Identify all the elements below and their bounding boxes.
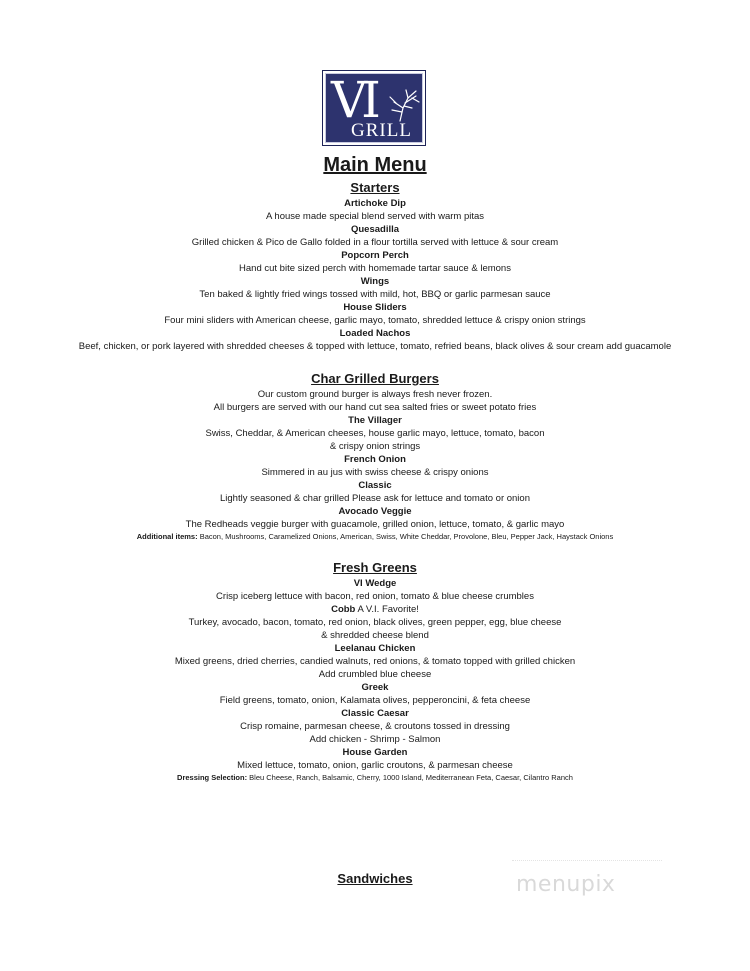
menu-item-name: VI Wedge xyxy=(353,578,397,589)
logo-panel xyxy=(325,73,423,143)
menu-item-description: Field greens, tomato, onion, Kalamata olives, pepperoncini, & feta cheese xyxy=(219,695,531,706)
sandwiches-heading: Sandwiches xyxy=(337,871,413,886)
page-title: Main Menu xyxy=(323,154,427,176)
greens-heading: Fresh Greens xyxy=(333,560,417,575)
dressing-selection-text: Bleu Cheese, Ranch, Balsamic, Cherry, 1000 Island, Mediterranean Feta, Caesar, Cilantro Ranch xyxy=(247,773,573,782)
menu-item-description: Crisp romaine, parmesan cheese, & croutons tossed in dressing xyxy=(240,721,510,732)
menu-item-name: Wings xyxy=(360,276,390,287)
menu-item-name: French Onion xyxy=(344,454,406,465)
menu-item-name: Classic Caesar xyxy=(341,708,409,719)
menu-item-description: The Redheads veggie burger with guacamole, grilled onion, lettuce, tomato, & garlic mayo xyxy=(185,519,565,530)
menu-item-description: & shredded cheese blend xyxy=(321,630,429,641)
menu-item-description: A house made special blend served with warm pitas xyxy=(265,211,485,222)
burgers-intro: All burgers are served with our hand cut sea salted fries or sweet potato fries xyxy=(213,402,537,413)
starters-heading: Starters xyxy=(350,180,400,195)
restaurant-logo xyxy=(322,70,426,146)
menu-item-name: Greek xyxy=(361,682,389,693)
menu-item-description: Four mini sliders with American cheese, garlic mayo, tomato, shredded lettuce & crispy onion strings xyxy=(164,315,586,326)
dressing-selection xyxy=(0,771,750,784)
menu-item-description: Simmered in au jus with swiss cheese & crispy onions xyxy=(261,467,489,478)
menu-item-description: Mixed greens, dried cherries, candied walnuts, red onions, & tomato topped with grilled chicken xyxy=(174,656,576,667)
menu-item-description: Add chicken - Shrimp - Salmon xyxy=(309,734,441,745)
menu-item-heading xyxy=(0,603,750,616)
watermark-divider xyxy=(512,860,662,862)
menu-item-name: Artichoke Dip xyxy=(344,198,406,209)
tree-icon xyxy=(386,88,422,122)
additional-items-label: Additional items: xyxy=(136,532,198,541)
menu-item-name: Avocado Veggie xyxy=(338,506,412,517)
additional-items-text: Bacon, Mushrooms, Caramelized Onions, American, Swiss, White Cheddar, Provolone, Bleu, Pepper Jack, Haystack Onions xyxy=(197,532,614,541)
menu-item-name: House Sliders xyxy=(343,302,407,313)
menu-item-name: Popcorn Perch xyxy=(341,250,409,261)
menupix-watermark: menupix xyxy=(516,872,616,897)
menu-item-note: A V.I. Favorite! xyxy=(355,604,419,615)
burgers-intro: Our custom ground burger is always fresh never frozen. xyxy=(257,389,493,400)
logo-vi-text: VI xyxy=(331,73,375,129)
menu-item-description: Crisp iceberg lettuce with bacon, red onion, tomato & blue cheese crumbles xyxy=(216,591,534,602)
burgers-heading: Char Grilled Burgers xyxy=(311,371,439,386)
menu-item-description: Mixed lettuce, tomato, onion, garlic croutons, & parmesan cheese xyxy=(237,760,513,771)
menu-item-name: House Garden xyxy=(342,747,408,758)
menu-item-name: Cobb xyxy=(331,604,356,615)
logo-grill-text: GRILL xyxy=(351,120,412,141)
menu-item-description: Hand cut bite sized perch with homemade tartar sauce & lemons xyxy=(239,263,511,274)
menu-item-description: Add crumbled blue cheese xyxy=(318,669,432,680)
menu-item-name: Loaded Nachos xyxy=(339,328,411,339)
menu-item-description: Grilled chicken & Pico de Gallo folded in a flour tortilla served with lettuce & sour cream xyxy=(191,237,559,248)
menu-item-name: Leelanau Chicken xyxy=(334,643,416,654)
menu-item-name: Classic xyxy=(358,480,392,491)
menu-item-name: The Villager xyxy=(348,415,402,426)
menu-item-name: Quesadilla xyxy=(350,224,400,235)
menu-item-description: Turkey, avocado, bacon, tomato, red onion, black olives, green pepper, egg, blue cheese xyxy=(188,617,562,628)
menu-item-description: Swiss, Cheddar, & American cheeses, house garlic mayo, lettuce, tomato, bacon xyxy=(205,428,545,439)
burgers-additional-items xyxy=(0,530,750,543)
dressing-selection-label: Dressing Selection: xyxy=(177,773,248,782)
menu-item-description: & crispy onion strings xyxy=(329,441,421,452)
menu-item-description: Beef, chicken, or pork layered with shredded cheeses & topped with lettuce, tomato, refried beans, black olives & sour cream add guacamole xyxy=(78,341,672,352)
menu-item-description: Ten baked & lightly fried wings tossed with mild, hot, BBQ or garlic parmesan sauce xyxy=(199,289,551,300)
menu-item-description: Lightly seasoned & char grilled Please ask for lettuce and tomato or onion xyxy=(220,493,530,504)
